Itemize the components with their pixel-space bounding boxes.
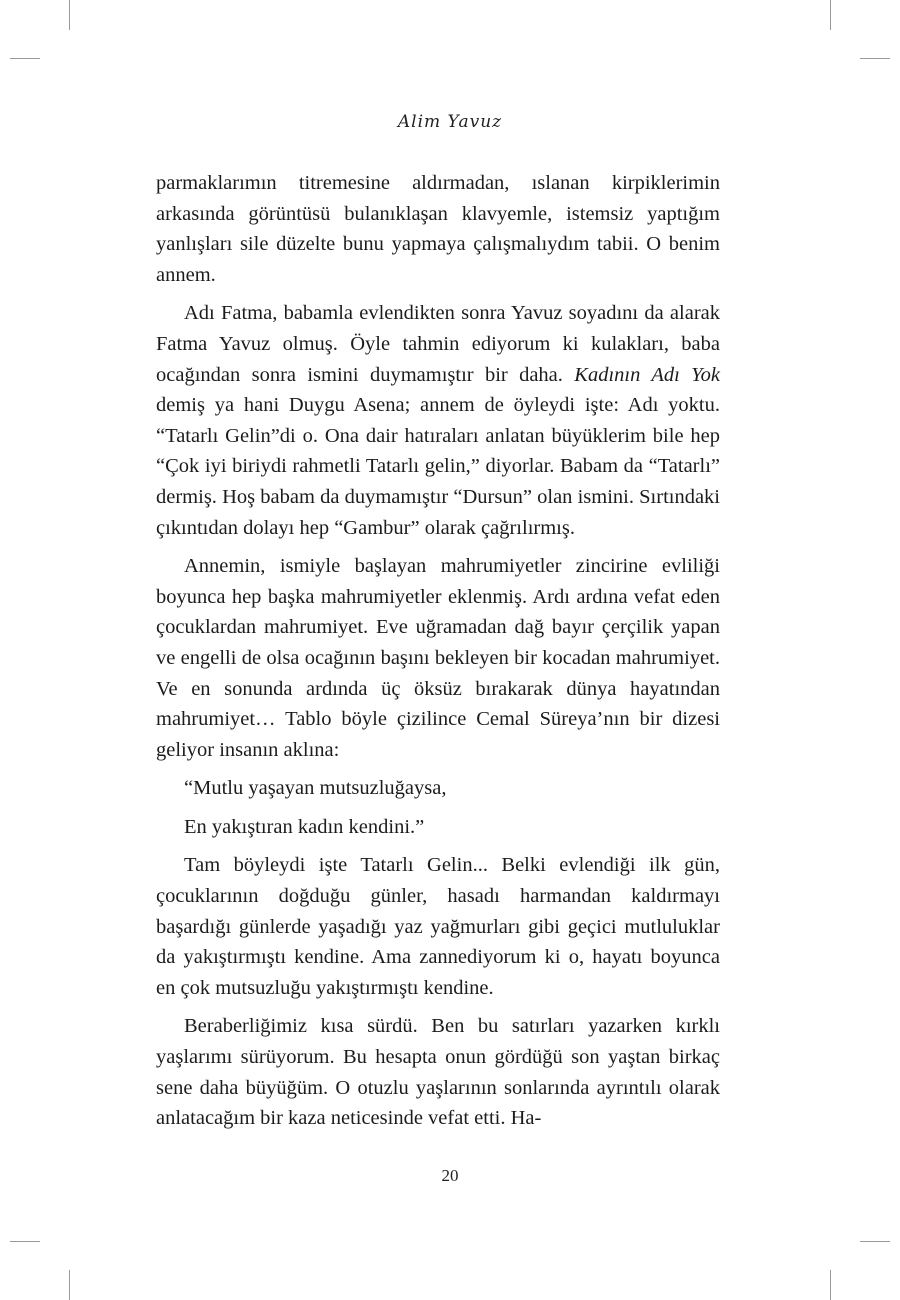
verse-line-1: “Mutlu yaşayan mutsuzluğaysa, xyxy=(184,777,447,800)
running-head: Alim Yavuz xyxy=(397,112,503,132)
crop-mark-left-lower xyxy=(10,1241,40,1242)
paragraph-text: Adı Fatma, babamla evlendikten sonra Yavuz soyadını da alarak Fatma Yavuz olmuş. Öyle tahmin ediyorum ki kulakları, baba ocağından sonra ismini duymamıştır bir daha. xyxy=(156,302,720,386)
crop-mark-top-right xyxy=(830,0,831,30)
crop-mark-right-lower xyxy=(860,1241,890,1242)
crop-mark-right-upper xyxy=(860,58,890,59)
paragraph-text: Tam böyleydi işte Tatarlı Gelin... Belki evlendiği ilk gün, çocuklarının doğduğu günler, hasadı harmandan kaldırmayı başardığı günlerde yaşadığı yaz yağmurları gibi geçici mutluluklar da yakıştırmıştı kendine. Ama zannediyorum ki o, hayatı boyunca en çok mutsuzluğu yakıştırmıştı kendine. xyxy=(156,854,720,999)
paragraph-text: Annemin, ismiyle başlayan mahrumiyetler zincirine evliliği boyunca hep başka mahrumiyetler eklenmiş. Ardı ardına vefat eden çocuklardan mahrumiyet. Eve uğramadan dağ bayır çerçilik yapan ve engelli de olsa ocağının başını bekleyen bir kocadan mahrumiyet. Ve en sonunda ardında üç öksüz bırakarak dünya hayatından mahrumiyet… Tablo böyle çizilince Cemal Süreya’nın bir dizesi geliyor insanın aklına: xyxy=(156,555,720,761)
crop-mark-top-left xyxy=(69,0,70,30)
crop-mark-left-upper xyxy=(10,58,40,59)
paragraph-text: Beraberliğimiz kısa sürdü. Ben bu satırları yazarken kırklı yaşlarımı sürüyorum. Bu hesapta onun gördüğü son yaştan birkaç sene daha büyüğüm. O otuzlu yaşlarının sonlarında ayrıntılı olarak anlatacağım bir kaza neticesinde vefat etti. Ha- xyxy=(156,1015,720,1130)
paragraph-text: parmaklarımın titremesine aldırmadan, ıslanan kirpiklerimin arkasında görüntüsü bulanıklaşan klavyemle, istemsiz yaptığım yanlışları sile düzelte bunu yapmaya çalışmalıydım tabii. O benim annem. xyxy=(156,172,720,286)
crop-mark-bottom-left xyxy=(69,1270,70,1300)
book-title: Kadının Adı Yok xyxy=(574,363,721,386)
paragraph-text: demiş ya hani Duygu Asena; annem de öyleydi işte: Adı yoktu. “Tatarlı Gelin”di o. Ona dair hatıraları anlatan büyüklerim bile hep “Çok iyi biriydi rahmetli Tatarlı gelin,” diyorlar. Babam da “Tatarlı” dermiş. Hoş babam da duymamıştır “Dursun” olan ismini. Sırtındaki çıkıntıdan dolayı hep “Gambur” olarak çağrılırmış. xyxy=(156,394,720,539)
paragraph-2 xyxy=(156,298,720,543)
page-number: 20 xyxy=(441,1166,459,1185)
verse-line-2: En yakıştıran kadın kendini.” xyxy=(184,815,425,838)
crop-mark-bottom-right xyxy=(830,1270,831,1300)
paragraph-1 xyxy=(156,168,720,290)
paragraph-5 xyxy=(156,1011,720,1133)
paragraph-3 xyxy=(156,551,720,765)
body-text xyxy=(156,168,720,1134)
paragraph-4 xyxy=(156,850,720,1003)
